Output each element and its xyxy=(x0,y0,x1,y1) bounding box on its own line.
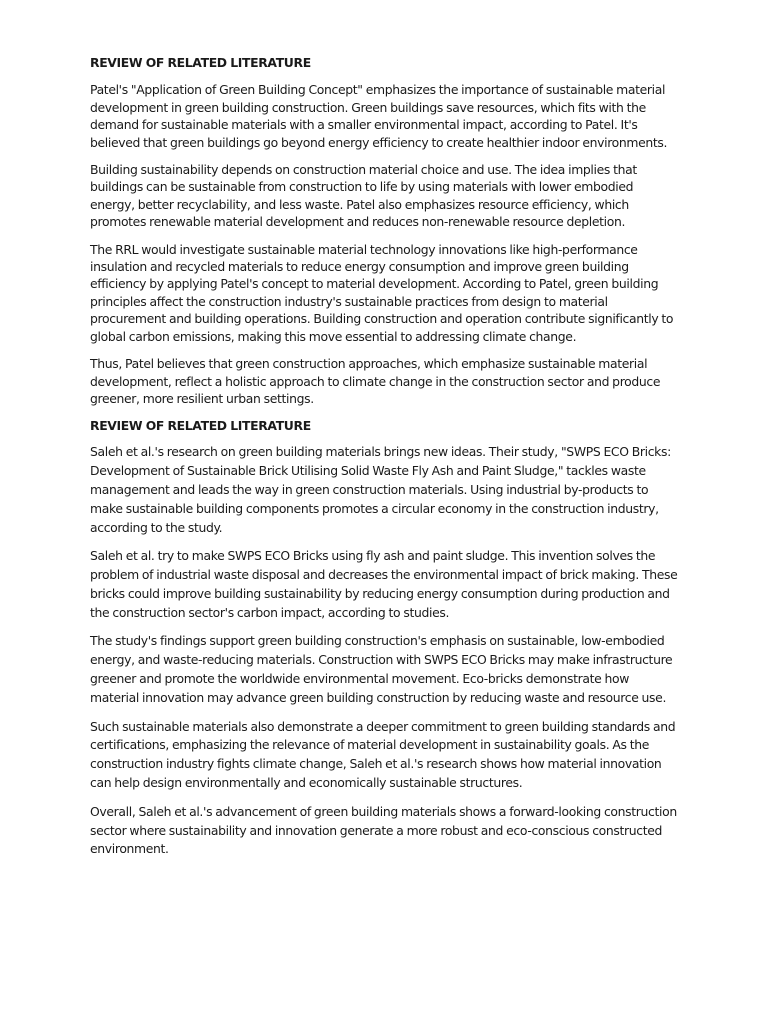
paragraph: Thus, Patel believes that green construction approaches, which emphasize sustainable material development, reflect a holistic approach to climate change in the construction sector and produce greener, more resilient urban settings. xyxy=(90,356,661,406)
paragraph: The study's findings support green building construction's emphasis on sustainable, low-embodied energy, and waste-reducing materials. Construction with SWPS ECO Bricks may make infrastructure greener and promote the worldwide environmental movement. Eco-bricks demonstrate how material innovation may advance green building construction by reducing waste and resource use. xyxy=(90,633,673,705)
paragraph: Such sustainable materials also demonstrate a deeper commitment to green building standards and certifications, emphasizing the relevance of material development in sustainability goals. As the construction industry fights climate change, Saleh et al.'s research shows how material innovation can help design environmentally and economically sustainable structures. xyxy=(90,718,676,791)
section-heading: REVIEW OF RELATED LITERATURE xyxy=(90,418,311,434)
paragraph: Saleh et al. try to make SWPS ECO Bricks using fly ash and paint sludge. This invention solves the problem of industrial waste disposal and decreases the environmental impact of brick making. These bricks could improve building sustainability by reducing energy consumption during production and the construction sector's carbon impact, according to studies. xyxy=(90,548,678,620)
section-patel xyxy=(90,54,678,407)
section-saleh xyxy=(90,417,678,859)
paragraph: Saleh et al.'s research on green building materials brings new ideas. Their study, "SWPS ECO Bricks: Development of Sustainable Brick Utilising Solid Waste Fly Ash and Paint Sludge," tackles waste management and leads the way in green construction materials. Using industrial by-products to make sustainable building components promotes a circular economy in the construction industry, according to the study. xyxy=(90,444,671,535)
paragraph: Overall, Saleh et al.'s advancement of green building materials shows a forward-looking construction sector where sustainability and innovation generate a more robust and eco-conscious constructed environment. xyxy=(90,803,677,857)
paragraph: Patel's "Application of Green Building Concept" emphasizes the importance of sustainable material development in green building construction. Green buildings save resources, which fits with the demand for sustainable materials with a smaller environmental impact, according to Patel. It's believed that green buildings go beyond energy efficiency to create healthier indoor environments. xyxy=(90,82,668,150)
paragraph: Building sustainability depends on construction material choice and use. The idea implies that buildings can be sustainable from construction to life by using materials with lower embodied energy, better recyclability, and less waste. Patel also emphasizes resource efficiency, which promotes renewable material development and reduces non-renewable resource depletion. xyxy=(90,162,637,230)
section-heading: REVIEW OF RELATED LITERATURE xyxy=(90,55,311,70)
document-page xyxy=(90,54,678,869)
paragraph: The RRL would investigate sustainable material technology innovations like high-performance insulation and recycled materials to reduce energy consumption and improve green building efficiency by applying Patel's concept to material development. According to Patel, green building principles affect the construction industry's sustainable practices from design to material procurement and building operations. Building construction and operation contribute significantly to global carbon emissions, making this move essential to addressing climate change. xyxy=(90,241,674,344)
